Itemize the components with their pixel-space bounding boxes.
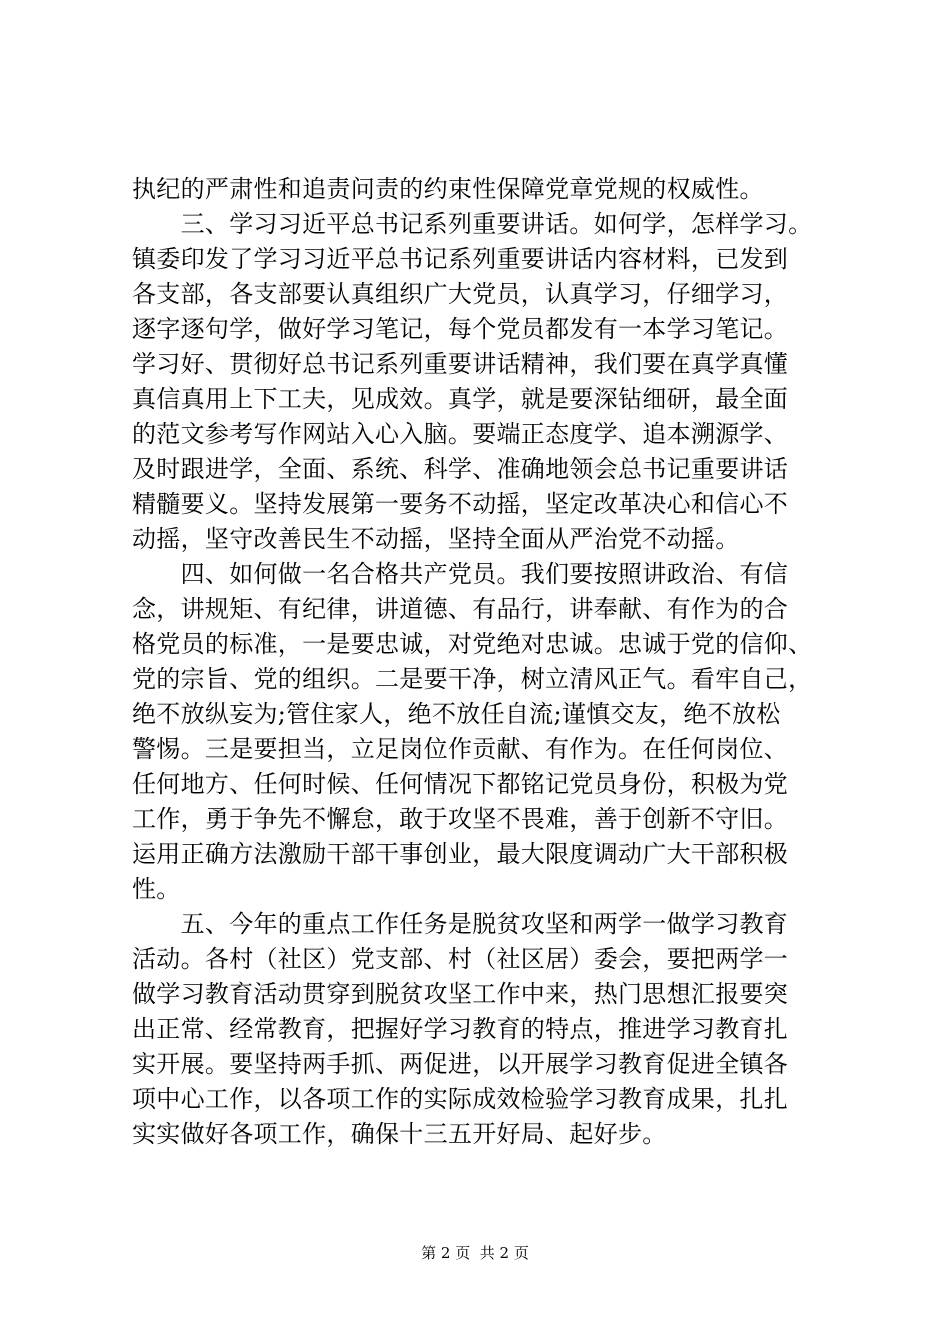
text-line: 逐字逐句学，做好学习笔记，每个党员都发有一本学习笔记。 xyxy=(132,315,789,343)
text-line: 党的宗旨、党的组织。二是要干净，树立清风正气。看牢自己， xyxy=(132,665,813,693)
text-line: 做学习教育活动贯穿到脱贫攻坚工作中来，热门思想汇报要突 xyxy=(132,980,789,1008)
text-line: 运用正确方法激励干部干事创业，最大限度调动广大干部积极 xyxy=(132,840,789,868)
text-line: 出正常、经常教育，把握好学习教育的特点，推进学习教育扎 xyxy=(132,1015,789,1043)
document-body xyxy=(132,172,832,1152)
text-line: 及时跟进学，全面、系统、科学、准确地领会总书记重要讲话 xyxy=(132,455,789,483)
text-line: 四、如何做一名合格共产党员。我们要按照讲政治、有信 xyxy=(132,560,789,588)
text-line: 念，讲规矩、有纪律，讲道德、有品行，讲奉献、有作为的合 xyxy=(132,595,789,623)
text-line: 项中心工作，以各项工作的实际成效检验学习教育成果，扎扎 xyxy=(132,1085,789,1113)
text-line: 精髓要义。坚持发展第一要务不动摇，坚定改革决心和信心不 xyxy=(132,490,789,518)
text-line: 真信真用上下工夫，见成效。真学，就是要深钻细研，最全面 xyxy=(132,385,789,413)
text-line: 学习好、贯彻好总书记系列重要讲话精神，我们要在真学真懂 xyxy=(132,350,789,378)
text-line: 实开展。要坚持两手抓、两促进，以开展学习教育促进全镇各 xyxy=(132,1050,789,1078)
text-line: 各支部，各支部要认真组织广大党员，认真学习，仔细学习， xyxy=(132,280,789,308)
text-line: 的范文参考写作网站入心入脑。要端正态度学、追本溯源学、 xyxy=(132,420,789,448)
text-line: 性。 xyxy=(132,875,181,903)
text-line: 执纪的严肃性和追责问责的约束性保障党章党规的权威性。 xyxy=(132,175,764,203)
text-line: 活动。各村（社区）党支部、村（社区居）委会，要把两学一 xyxy=(132,945,789,973)
page-number-label: 第 2 页 共 2 页 xyxy=(421,1244,529,1262)
text-line: 镇委印发了学习习近平总书记系列重要讲话内容材料，已发到 xyxy=(132,245,789,273)
text-line: 三、学习习近平总书记系列重要讲话。如何学，怎样学习。 xyxy=(132,210,813,238)
text-line: 工作，勇于争先不懈怠，敢于攻坚不畏难，善于创新不守旧。 xyxy=(132,805,789,833)
text-line: 五、今年的重点工作任务是脱贫攻坚和两学一做学习教育 xyxy=(132,910,789,938)
text-line: 动摇，坚守改善民生不动摇，坚持全面从严治党不动摇。 xyxy=(132,525,740,553)
page-footer xyxy=(0,1243,950,1263)
text-line: 实实做好各项工作，确保十三五开好局、起好步。 xyxy=(132,1120,667,1148)
text-line: 任何地方、任何时候、任何情况下都铭记党员身份，积极为党 xyxy=(132,770,789,798)
text-line: 格党员的标准，一是要忠诚，对党绝对忠诚。忠诚于党的信仰、 xyxy=(132,630,813,658)
text-line: 绝不放纵妄为;管住家人，绝不放任自流;谨慎交友，绝不放松 xyxy=(132,700,781,728)
text-line: 警惕。三是要担当，立足岗位作贡献、有作为。在任何岗位、 xyxy=(132,735,789,763)
